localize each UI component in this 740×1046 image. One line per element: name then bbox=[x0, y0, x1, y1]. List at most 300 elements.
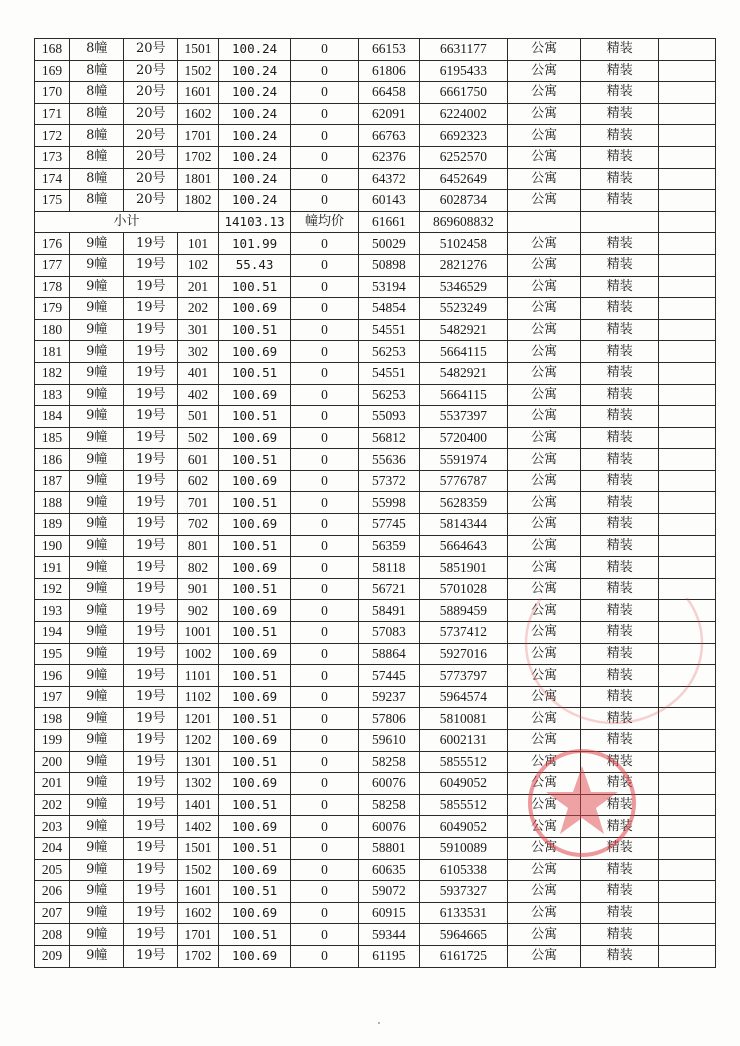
subtotal-label: 小计 bbox=[35, 211, 219, 233]
floor-area-cell: 100.51 bbox=[219, 708, 291, 730]
subtotal-row bbox=[35, 211, 716, 233]
floor-area-cell: 100.69 bbox=[219, 384, 291, 406]
decoration-cell: 精装 bbox=[581, 535, 659, 557]
remarks-cell bbox=[659, 859, 716, 881]
row-number-cell: 204 bbox=[35, 837, 70, 859]
floor-area-cell: 100.51 bbox=[219, 622, 291, 644]
row-number-cell: 168 bbox=[35, 39, 70, 61]
property-type-cell: 公寓 bbox=[508, 859, 581, 881]
discount-cell: 0 bbox=[291, 276, 359, 298]
total-price-cell: 6252570 bbox=[419, 146, 507, 168]
property-type-cell: 公寓 bbox=[508, 902, 581, 924]
row-number-cell: 179 bbox=[35, 298, 70, 320]
floor-area-cell: 100.51 bbox=[219, 837, 291, 859]
remarks-cell bbox=[659, 557, 716, 579]
building-cell: 9幢 bbox=[69, 276, 124, 298]
floor-area-cell: 100.69 bbox=[219, 816, 291, 838]
unit-number-cell: 19号 bbox=[124, 362, 177, 384]
building-cell: 9幢 bbox=[69, 233, 124, 255]
property-type-cell: 公寓 bbox=[508, 881, 581, 903]
property-type-cell: 公寓 bbox=[508, 427, 581, 449]
property-type-cell: 公寓 bbox=[508, 622, 581, 644]
discount-cell: 0 bbox=[291, 168, 359, 190]
decoration-cell: 精装 bbox=[581, 406, 659, 428]
unit-price-cell: 62091 bbox=[359, 103, 420, 125]
table-row bbox=[35, 406, 716, 428]
room-number-cell: 401 bbox=[177, 362, 218, 384]
property-type-cell: 公寓 bbox=[508, 557, 581, 579]
room-number-cell: 901 bbox=[177, 578, 218, 600]
decoration-cell: 精装 bbox=[581, 557, 659, 579]
table-row bbox=[35, 60, 716, 82]
unit-number-cell: 19号 bbox=[124, 449, 177, 471]
property-type-cell: 公寓 bbox=[508, 535, 581, 557]
room-number-cell: 1101 bbox=[177, 665, 218, 687]
scan-speck bbox=[378, 1022, 380, 1024]
decoration-cell: 精装 bbox=[581, 492, 659, 514]
unit-price-cell: 57745 bbox=[359, 514, 420, 536]
total-price-cell: 5664115 bbox=[419, 341, 507, 363]
decoration-cell: 精装 bbox=[581, 686, 659, 708]
remarks-cell bbox=[659, 82, 716, 104]
decoration-cell: 精装 bbox=[581, 751, 659, 773]
unit-number-cell: 20号 bbox=[124, 103, 177, 125]
discount-cell: 0 bbox=[291, 319, 359, 341]
table-row bbox=[35, 276, 716, 298]
table-row bbox=[35, 427, 716, 449]
unit-number-cell: 19号 bbox=[124, 514, 177, 536]
unit-number-cell: 19号 bbox=[124, 816, 177, 838]
total-price-cell: 5102458 bbox=[419, 233, 507, 255]
floor-area-cell: 100.69 bbox=[219, 470, 291, 492]
row-number-cell: 187 bbox=[35, 470, 70, 492]
row-number-cell: 186 bbox=[35, 449, 70, 471]
unit-price-cell: 64372 bbox=[359, 168, 420, 190]
table-row bbox=[35, 837, 716, 859]
table-row bbox=[35, 492, 716, 514]
table-row bbox=[35, 708, 716, 730]
discount-cell: 0 bbox=[291, 773, 359, 795]
property-type-cell: 公寓 bbox=[508, 146, 581, 168]
remarks-cell bbox=[659, 470, 716, 492]
table-row bbox=[35, 643, 716, 665]
discount-cell: 0 bbox=[291, 557, 359, 579]
building-cell: 9幢 bbox=[69, 362, 124, 384]
unit-number-cell: 19号 bbox=[124, 557, 177, 579]
building-cell: 9幢 bbox=[69, 622, 124, 644]
remarks-cell bbox=[659, 686, 716, 708]
unit-number-cell: 19号 bbox=[124, 622, 177, 644]
unit-price-cell: 58864 bbox=[359, 643, 420, 665]
discount-cell: 0 bbox=[291, 384, 359, 406]
discount-cell: 0 bbox=[291, 686, 359, 708]
building-cell: 8幢 bbox=[69, 82, 124, 104]
property-type-cell: 公寓 bbox=[508, 39, 581, 61]
building-cell: 9幢 bbox=[69, 859, 124, 881]
unit-price-cell: 58118 bbox=[359, 557, 420, 579]
unit-number-cell: 19号 bbox=[124, 881, 177, 903]
discount-cell: 0 bbox=[291, 924, 359, 946]
table-row bbox=[35, 319, 716, 341]
total-price-cell: 5737412 bbox=[419, 622, 507, 644]
table-row bbox=[35, 384, 716, 406]
table-row bbox=[35, 103, 716, 125]
table-row bbox=[35, 341, 716, 363]
room-number-cell: 1702 bbox=[177, 945, 218, 967]
discount-cell: 0 bbox=[291, 578, 359, 600]
unit-number-cell: 19号 bbox=[124, 859, 177, 881]
property-type-cell: 公寓 bbox=[508, 362, 581, 384]
remarks-cell bbox=[659, 406, 716, 428]
property-type-cell: 公寓 bbox=[508, 773, 581, 795]
building-cell: 8幢 bbox=[69, 39, 124, 61]
table-row bbox=[35, 125, 716, 147]
row-number-cell: 183 bbox=[35, 384, 70, 406]
row-number-cell: 202 bbox=[35, 794, 70, 816]
decoration-cell: 精装 bbox=[581, 859, 659, 881]
property-type-cell: 公寓 bbox=[508, 837, 581, 859]
property-type-cell: 公寓 bbox=[508, 341, 581, 363]
unit-number-cell: 20号 bbox=[124, 60, 177, 82]
decoration-cell: 精装 bbox=[581, 902, 659, 924]
building-cell: 9幢 bbox=[69, 384, 124, 406]
remarks-cell bbox=[659, 643, 716, 665]
discount-cell: 0 bbox=[291, 751, 359, 773]
floor-area-cell: 100.24 bbox=[219, 190, 291, 212]
decoration-cell: 精装 bbox=[581, 82, 659, 104]
decoration-cell: 精装 bbox=[581, 924, 659, 946]
discount-cell: 0 bbox=[291, 492, 359, 514]
floor-area-cell: 100.51 bbox=[219, 751, 291, 773]
unit-price-cell: 59237 bbox=[359, 686, 420, 708]
decoration-cell: 精装 bbox=[581, 837, 659, 859]
building-cell: 9幢 bbox=[69, 406, 124, 428]
row-number-cell: 199 bbox=[35, 730, 70, 752]
total-price-cell: 5523249 bbox=[419, 298, 507, 320]
row-number-cell: 176 bbox=[35, 233, 70, 255]
discount-cell: 0 bbox=[291, 600, 359, 622]
discount-cell: 0 bbox=[291, 190, 359, 212]
building-cell: 9幢 bbox=[69, 578, 124, 600]
table-row bbox=[35, 902, 716, 924]
total-price-cell: 5664115 bbox=[419, 384, 507, 406]
remarks-cell bbox=[659, 665, 716, 687]
floor-area-cell: 100.51 bbox=[219, 535, 291, 557]
floor-area-cell: 100.51 bbox=[219, 924, 291, 946]
floor-area-cell: 100.24 bbox=[219, 39, 291, 61]
row-number-cell: 196 bbox=[35, 665, 70, 687]
unit-price-cell: 54854 bbox=[359, 298, 420, 320]
discount-cell: 0 bbox=[291, 362, 359, 384]
total-price-cell: 6049052 bbox=[419, 816, 507, 838]
row-number-cell: 170 bbox=[35, 82, 70, 104]
remarks-cell bbox=[659, 168, 716, 190]
building-cell: 9幢 bbox=[69, 470, 124, 492]
unit-price-cell: 56253 bbox=[359, 341, 420, 363]
floor-area-cell: 100.51 bbox=[219, 276, 291, 298]
room-number-cell: 101 bbox=[177, 233, 218, 255]
unit-number-cell: 20号 bbox=[124, 190, 177, 212]
property-type-cell: 公寓 bbox=[508, 384, 581, 406]
table-row bbox=[35, 859, 716, 881]
property-type-cell: 公寓 bbox=[508, 233, 581, 255]
table-row bbox=[35, 600, 716, 622]
floor-area-cell: 100.51 bbox=[219, 362, 291, 384]
unit-price-cell: 55636 bbox=[359, 449, 420, 471]
building-cell: 9幢 bbox=[69, 298, 124, 320]
subtotal-section bbox=[35, 211, 716, 233]
remarks-cell bbox=[659, 492, 716, 514]
building-cell: 9幢 bbox=[69, 816, 124, 838]
decoration-cell: 精装 bbox=[581, 600, 659, 622]
building-cell: 9幢 bbox=[69, 319, 124, 341]
remarks-cell bbox=[659, 384, 716, 406]
unit-price-cell: 54551 bbox=[359, 319, 420, 341]
total-price-cell: 5964665 bbox=[419, 924, 507, 946]
total-price-cell: 5482921 bbox=[419, 319, 507, 341]
unit-number-cell: 19号 bbox=[124, 254, 177, 276]
floor-area-cell: 100.24 bbox=[219, 168, 291, 190]
unit-price-cell: 55093 bbox=[359, 406, 420, 428]
discount-cell: 0 bbox=[291, 406, 359, 428]
decoration-cell: 精装 bbox=[581, 470, 659, 492]
unit-number-cell: 19号 bbox=[124, 535, 177, 557]
unit-price-cell: 56253 bbox=[359, 384, 420, 406]
property-type-cell: 公寓 bbox=[508, 492, 581, 514]
unit-number-cell: 19号 bbox=[124, 319, 177, 341]
decoration-cell: 精装 bbox=[581, 773, 659, 795]
property-type-cell: 公寓 bbox=[508, 924, 581, 946]
discount-cell: 0 bbox=[291, 708, 359, 730]
floor-area-cell: 100.69 bbox=[219, 686, 291, 708]
row-number-cell: 184 bbox=[35, 406, 70, 428]
unit-number-cell: 19号 bbox=[124, 665, 177, 687]
row-number-cell: 192 bbox=[35, 578, 70, 600]
building-cell: 8幢 bbox=[69, 103, 124, 125]
total-price-cell: 2821276 bbox=[419, 254, 507, 276]
building-cell: 9幢 bbox=[69, 924, 124, 946]
row-number-cell: 197 bbox=[35, 686, 70, 708]
unit-price-cell: 66458 bbox=[359, 82, 420, 104]
floor-area-cell: 100.51 bbox=[219, 449, 291, 471]
property-type-cell: 公寓 bbox=[508, 643, 581, 665]
discount-cell: 0 bbox=[291, 902, 359, 924]
floor-area-cell: 100.51 bbox=[219, 578, 291, 600]
total-price-cell: 6452649 bbox=[419, 168, 507, 190]
remarks-cell bbox=[659, 319, 716, 341]
property-type-cell: 公寓 bbox=[508, 708, 581, 730]
table-body-building-8 bbox=[35, 39, 716, 212]
table-row bbox=[35, 686, 716, 708]
floor-area-cell: 100.69 bbox=[219, 427, 291, 449]
table-row bbox=[35, 665, 716, 687]
total-price-cell: 6002131 bbox=[419, 730, 507, 752]
room-number-cell: 1501 bbox=[177, 39, 218, 61]
decoration-cell: 精装 bbox=[581, 794, 659, 816]
property-type-cell: 公寓 bbox=[508, 578, 581, 600]
unit-price-cell: 59610 bbox=[359, 730, 420, 752]
unit-price-cell: 54551 bbox=[359, 362, 420, 384]
total-price-cell: 5482921 bbox=[419, 362, 507, 384]
decoration-cell: 精装 bbox=[581, 665, 659, 687]
room-number-cell: 1701 bbox=[177, 924, 218, 946]
room-number-cell: 202 bbox=[177, 298, 218, 320]
table-row bbox=[35, 924, 716, 946]
discount-cell: 0 bbox=[291, 449, 359, 471]
building-cell: 9幢 bbox=[69, 665, 124, 687]
building-cell: 8幢 bbox=[69, 168, 124, 190]
decoration-cell: 精装 bbox=[581, 233, 659, 255]
room-number-cell: 1402 bbox=[177, 816, 218, 838]
row-number-cell: 169 bbox=[35, 60, 70, 82]
unit-price-cell: 60076 bbox=[359, 773, 420, 795]
remarks-cell bbox=[659, 794, 716, 816]
subtotal-empty-cell bbox=[508, 211, 581, 233]
unit-number-cell: 19号 bbox=[124, 298, 177, 320]
unit-number-cell: 20号 bbox=[124, 125, 177, 147]
building-cell: 8幢 bbox=[69, 190, 124, 212]
total-price-cell: 6631177 bbox=[419, 39, 507, 61]
remarks-cell bbox=[659, 816, 716, 838]
total-price-cell: 5964574 bbox=[419, 686, 507, 708]
unit-price-cell: 57445 bbox=[359, 665, 420, 687]
table-row bbox=[35, 730, 716, 752]
remarks-cell bbox=[659, 341, 716, 363]
decoration-cell: 精装 bbox=[581, 881, 659, 903]
floor-area-cell: 100.51 bbox=[219, 881, 291, 903]
unit-price-cell: 66153 bbox=[359, 39, 420, 61]
remarks-cell bbox=[659, 730, 716, 752]
floor-area-cell: 100.69 bbox=[219, 773, 291, 795]
total-price-cell: 5591974 bbox=[419, 449, 507, 471]
unit-price-cell: 53194 bbox=[359, 276, 420, 298]
property-type-cell: 公寓 bbox=[508, 254, 581, 276]
discount-cell: 0 bbox=[291, 622, 359, 644]
row-number-cell: 188 bbox=[35, 492, 70, 514]
row-number-cell: 191 bbox=[35, 557, 70, 579]
unit-number-cell: 19号 bbox=[124, 837, 177, 859]
total-price-cell: 5776787 bbox=[419, 470, 507, 492]
row-number-cell: 207 bbox=[35, 902, 70, 924]
decoration-cell: 精装 bbox=[581, 427, 659, 449]
unit-number-cell: 20号 bbox=[124, 168, 177, 190]
room-number-cell: 1302 bbox=[177, 773, 218, 795]
decoration-cell: 精装 bbox=[581, 341, 659, 363]
unit-number-cell: 19号 bbox=[124, 924, 177, 946]
row-number-cell: 175 bbox=[35, 190, 70, 212]
property-type-cell: 公寓 bbox=[508, 794, 581, 816]
total-price-cell: 5720400 bbox=[419, 427, 507, 449]
floor-area-cell: 100.69 bbox=[219, 859, 291, 881]
unit-number-cell: 19号 bbox=[124, 341, 177, 363]
remarks-cell bbox=[659, 578, 716, 600]
room-number-cell: 601 bbox=[177, 449, 218, 471]
property-type-cell: 公寓 bbox=[508, 514, 581, 536]
discount-cell: 0 bbox=[291, 103, 359, 125]
table-row bbox=[35, 816, 716, 838]
room-number-cell: 1601 bbox=[177, 881, 218, 903]
decoration-cell: 精装 bbox=[581, 276, 659, 298]
total-price-cell: 5346529 bbox=[419, 276, 507, 298]
room-number-cell: 902 bbox=[177, 600, 218, 622]
discount-cell: 0 bbox=[291, 146, 359, 168]
building-cell: 9幢 bbox=[69, 341, 124, 363]
decoration-cell: 精装 bbox=[581, 643, 659, 665]
row-number-cell: 205 bbox=[35, 859, 70, 881]
property-type-cell: 公寓 bbox=[508, 190, 581, 212]
remarks-cell bbox=[659, 298, 716, 320]
table-row bbox=[35, 535, 716, 557]
discount-cell: 0 bbox=[291, 60, 359, 82]
total-price-cell: 5773797 bbox=[419, 665, 507, 687]
room-number-cell: 1701 bbox=[177, 125, 218, 147]
row-number-cell: 193 bbox=[35, 600, 70, 622]
discount-cell: 0 bbox=[291, 837, 359, 859]
row-number-cell: 189 bbox=[35, 514, 70, 536]
row-number-cell: 209 bbox=[35, 945, 70, 967]
room-number-cell: 302 bbox=[177, 341, 218, 363]
floor-area-cell: 100.51 bbox=[219, 406, 291, 428]
remarks-cell bbox=[659, 449, 716, 471]
building-cell: 8幢 bbox=[69, 146, 124, 168]
table-row bbox=[35, 449, 716, 471]
discount-cell: 0 bbox=[291, 341, 359, 363]
table-row bbox=[35, 794, 716, 816]
building-cell: 9幢 bbox=[69, 449, 124, 471]
remarks-cell bbox=[659, 622, 716, 644]
unit-number-cell: 19号 bbox=[124, 945, 177, 967]
room-number-cell: 1002 bbox=[177, 643, 218, 665]
property-type-cell: 公寓 bbox=[508, 60, 581, 82]
unit-price-cell: 57083 bbox=[359, 622, 420, 644]
row-number-cell: 200 bbox=[35, 751, 70, 773]
row-number-cell: 194 bbox=[35, 622, 70, 644]
average-price-value: 61661 bbox=[359, 211, 420, 233]
row-number-cell: 177 bbox=[35, 254, 70, 276]
building-cell: 9幢 bbox=[69, 643, 124, 665]
unit-price-cell: 66763 bbox=[359, 125, 420, 147]
unit-number-cell: 19号 bbox=[124, 643, 177, 665]
row-number-cell: 178 bbox=[35, 276, 70, 298]
average-price-label: 幢均价 bbox=[291, 211, 359, 233]
total-price-cell: 5927016 bbox=[419, 643, 507, 665]
total-price-cell: 6133531 bbox=[419, 902, 507, 924]
row-number-cell: 208 bbox=[35, 924, 70, 946]
table-row bbox=[35, 514, 716, 536]
room-number-cell: 702 bbox=[177, 514, 218, 536]
building-cell: 9幢 bbox=[69, 708, 124, 730]
unit-price-cell: 61195 bbox=[359, 945, 420, 967]
row-number-cell: 203 bbox=[35, 816, 70, 838]
unit-number-cell: 19号 bbox=[124, 492, 177, 514]
remarks-cell bbox=[659, 125, 716, 147]
floor-area-cell: 100.69 bbox=[219, 643, 291, 665]
property-type-cell: 公寓 bbox=[508, 945, 581, 967]
building-cell: 9幢 bbox=[69, 902, 124, 924]
building-cell: 8幢 bbox=[69, 125, 124, 147]
table-row bbox=[35, 557, 716, 579]
remarks-cell bbox=[659, 535, 716, 557]
property-type-cell: 公寓 bbox=[508, 103, 581, 125]
property-type-cell: 公寓 bbox=[508, 82, 581, 104]
unit-number-cell: 20号 bbox=[124, 39, 177, 61]
total-price-cell: 6692323 bbox=[419, 125, 507, 147]
room-number-cell: 502 bbox=[177, 427, 218, 449]
room-number-cell: 1102 bbox=[177, 686, 218, 708]
table-row bbox=[35, 254, 716, 276]
floor-area-cell: 100.51 bbox=[219, 319, 291, 341]
unit-number-cell: 19号 bbox=[124, 470, 177, 492]
